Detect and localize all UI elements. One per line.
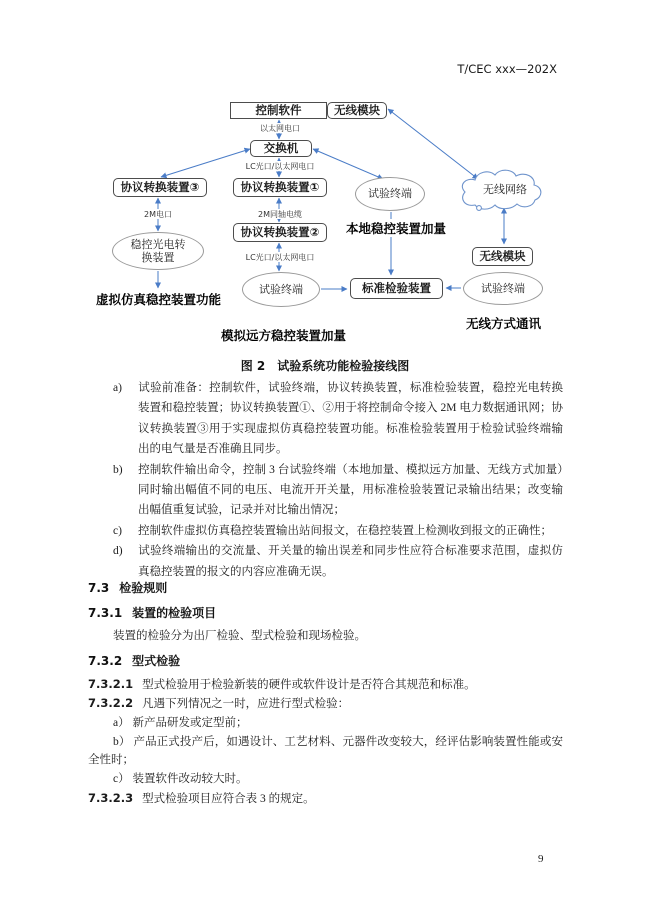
list-text: 控制软件输出命令，控制 3 台试验终端（本地加量、模拟远方加量、无线方式加量）同时输出幅值不同的电压、电流开开关量，用标准检验装置记录输出结果；改变输出幅值重复试验，记录并对比输出情况； [138, 463, 563, 517]
list-item [113, 460, 563, 521]
body-content [88, 378, 563, 809]
label-lc-port-2: LC光口/以太网电口 [230, 252, 330, 262]
sub-list-item: c） 装置软件改动较大时。 [113, 772, 248, 785]
list-text: 控制软件虚拟仿真稳控装置输出站间报文，在稳控装置上检测收到报文的正确性； [138, 524, 552, 537]
list-item [113, 541, 563, 582]
node-standard-checker: 标准检验装置 [350, 278, 443, 299]
list-marker: a) [113, 382, 122, 394]
header-standard-number: T/CEC xxx—202X [457, 62, 557, 76]
list-marker: c) [113, 524, 122, 537]
clause-number: 7.3.2.3 [88, 791, 134, 806]
sub-list-item: b） 产品正式投产后，如遇设计、工艺材料、元器件改变较大，经评估影响装置性能或安全性时； [88, 735, 563, 767]
annotation-remote-loading: 模拟远方稳控装置加量 [221, 328, 347, 343]
node-protocol-converter-1: 协议转换装置① [233, 178, 327, 197]
node-opt-converter: 稳控光电转换装置 [112, 232, 204, 270]
annotation-local-loading: 本地稳控装置加量 [346, 221, 447, 236]
heading-number: 7.3 [88, 581, 110, 596]
list-item [113, 378, 563, 460]
figure-caption: 图 2 试验系统功能检验接线图 [240, 359, 410, 373]
list-text: 试验前准备：控制软件，试验终端，协议转换装置，标准检验装置，稳控光电转换装置和稳控装置；协议转换装置①、②用于将控制命令接入 2M 电力数据通讯网；协议转换装置③用于实现虚拟仿真稳控装置功能。标准检验装置用于检验试验终端输出的电气量是否准确且同步。 [138, 382, 563, 456]
node-control-software: 控制软件 [230, 102, 327, 119]
list-marker: d) [113, 545, 123, 558]
heading-number: 7.3.2 [88, 654, 123, 669]
node-terminal-center: 试验终端 [242, 272, 320, 307]
heading-7-3-1 [88, 603, 563, 623]
clause-text: 型式检验项目应符合表 3 的规定。 [142, 793, 315, 806]
node-terminal-top: 试验终端 [355, 177, 425, 211]
heading-number: 7.3.1 [88, 606, 123, 621]
annotation-wireless-comm: 无线方式通讯 [466, 316, 542, 331]
node-protocol-converter-2: 协议转换装置② [233, 223, 327, 242]
clause-text: 凡遇下列情况之一时，应进行型式检验： [142, 698, 350, 711]
page-number: 9 [538, 853, 544, 865]
list-text: 试验终端输出的交流量、开关量的输出误差和同步性应符合标准要求范围，虚拟仿真稳控装置的报文的内容应准确无误。 [138, 545, 563, 578]
annotation-virtual-simulation: 虚拟仿真稳控装置功能 [96, 292, 222, 307]
label-lc-port-1: LC光口/以太网电口 [230, 161, 330, 171]
node-switch: 交换机 [250, 140, 312, 157]
paragraph-7-3-2-3 [88, 788, 563, 809]
heading-7-3-2 [88, 651, 563, 671]
label-ethernet-port: 以太网电口 [245, 123, 315, 133]
test-system-diagram [95, 95, 555, 385]
paragraph-7-3-2-2 [88, 693, 563, 714]
list-marker: b) [113, 463, 123, 476]
heading-title: 检验规则 [119, 581, 168, 596]
paragraph-7-3-2-1 [88, 674, 563, 695]
clause-number: 7.3.2.2 [88, 696, 134, 711]
label-2m-cable: 2M同轴电缆 [250, 209, 310, 219]
clause-number: 7.3.2.1 [88, 677, 134, 692]
node-wireless-module-top: 无线模块 [327, 102, 387, 119]
node-protocol-converter-3: 协议转换装置③ [113, 178, 207, 197]
node-wireless-module-right: 无线模块 [472, 247, 533, 266]
heading-title: 装置的检验项目 [132, 606, 217, 621]
paragraph-7-3-1: 装置的检验分为出厂检验、型式检验和现场检验。 [113, 630, 366, 643]
sub-list-item: a） 新产品研发或定型前； [113, 717, 248, 730]
label-2m-port: 2M电口 [128, 209, 188, 219]
heading-title: 型式检验 [132, 654, 181, 669]
clause-text: 型式检验用于检验新装的硬件或软件设计是否符合其规范和标准。 [142, 679, 476, 692]
node-wireless-network-label: 无线网络 [483, 183, 527, 196]
node-terminal-right: 试验终端 [463, 272, 543, 305]
list-item [113, 521, 563, 541]
